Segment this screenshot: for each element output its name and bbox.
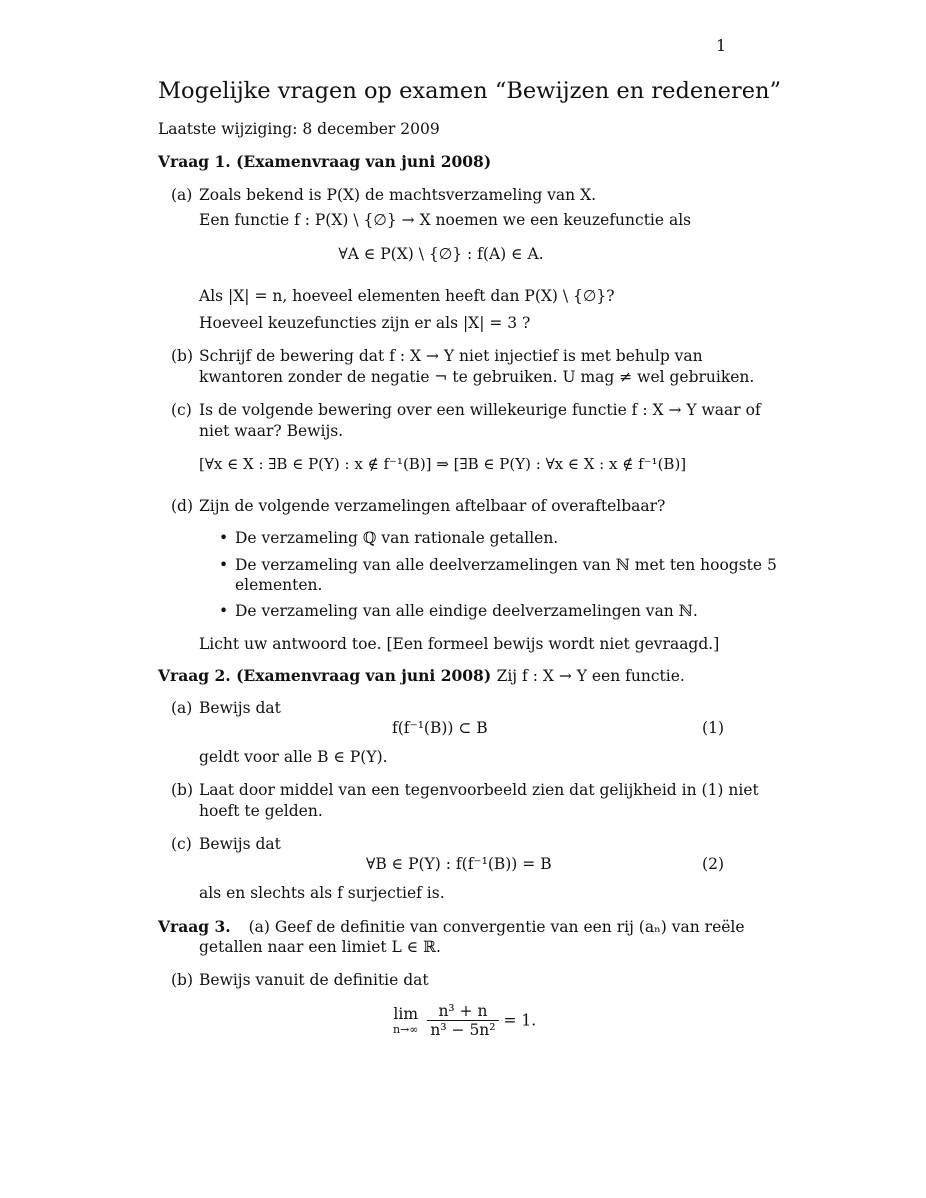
q1-a-text: Zoals bekend is P(X) de machtsverzameling van X. xyxy=(199,186,597,204)
q1-a-formula: ∀A ∈ P(X) \ {∅} : f(A) ∈ A. xyxy=(338,245,544,263)
q2-c-text: Bewijs dat xyxy=(199,835,281,853)
q3-heading: Vraag 3. xyxy=(158,917,231,936)
q1-b-line1 xyxy=(171,347,703,365)
q1-a-line2: Een functie f : P(X) \ {∅} → X noemen we een keuzefunctie als xyxy=(199,211,692,229)
q1-c-line1 xyxy=(171,401,761,419)
q2-heading-rest: Zij f : X → Y een functie. xyxy=(496,667,685,685)
limit-text: lim xyxy=(393,1005,419,1023)
q2-c-label: (c) xyxy=(171,835,192,853)
q1-d-bullet-2: De verzameling van alle deelverzamelingen van ℕ met ten hoogste 5 xyxy=(235,556,777,574)
q2-c-line1 xyxy=(171,835,281,853)
fraction-numerator: n³ + n xyxy=(427,1002,498,1021)
q2-b-label: (b) xyxy=(171,781,194,799)
q2-heading-line xyxy=(158,666,685,685)
q2-a-text: Bewijs dat xyxy=(199,699,281,717)
q1-c-line2: niet waar? Bewijs. xyxy=(199,422,344,440)
q1-a-line4: Hoeveel keuzefuncties zijn er als |X| = 3 ? xyxy=(199,314,531,332)
q3-a-text: Geef de definitie van convergentie van een rij (aₙ) van reële xyxy=(274,918,745,936)
q2-c-eqno: (2) xyxy=(702,855,724,873)
limit-operator xyxy=(393,1005,418,1036)
q1-d-bullet-2-cont: elementen. xyxy=(235,576,323,594)
page-number: 1 xyxy=(716,36,727,55)
q3-a-label: (a) xyxy=(248,918,270,936)
q1-a-line3: Als |X| = n, hoeveel elementen heeft dan P(X) \ {∅}? xyxy=(199,287,615,305)
limit-subscript: n→∞ xyxy=(393,1023,419,1036)
q1-c-formula: [∀x ∈ X : ∃B ∈ P(Y) : x ∉ f⁻¹(B)] ⇒ [∃B ∈ P(Y) : ∀x ∈ X : x ∉ f⁻¹(B)] xyxy=(199,455,687,473)
last-modified: Laatste wijziging: 8 december 2009 xyxy=(158,120,440,138)
q1-a-line1 xyxy=(171,186,596,204)
q1-c-text: Is de volgende bewering over een willekeurige functie f : X → Y waar of xyxy=(199,401,761,419)
q2-heading: Vraag 2. (Examenvraag van juni 2008) xyxy=(158,666,492,685)
q3-line1 xyxy=(158,917,745,936)
q2-a-formula: f(f⁻¹(B)) ⊂ B xyxy=(392,719,488,737)
q1-b-label: (b) xyxy=(171,347,194,365)
q1-a-label: (a) xyxy=(171,186,193,204)
limit-result: = 1. xyxy=(503,1011,537,1030)
q3-b-label: (b) xyxy=(171,971,194,989)
q2-a-line1 xyxy=(171,699,281,717)
q2-b-text: Laat door middel van een tegenvoorbeeld zien dat gelijkheid in (1) niet xyxy=(199,781,759,799)
page-title: Mogelijke vragen op examen “Bewijzen en redeneren” xyxy=(158,78,782,104)
q3-b-line1 xyxy=(171,971,429,989)
q1-heading: Vraag 1. (Examenvraag van juni 2008) xyxy=(158,152,492,171)
q1-d-label: (d) xyxy=(171,497,194,515)
q2-a-label: (a) xyxy=(171,699,193,717)
q1-d-text: Zijn de volgende verzamelingen aftelbaar of overaftelbaar? xyxy=(199,497,666,515)
q2-a-eqno: (1) xyxy=(702,719,724,737)
bullet-icon: • xyxy=(219,556,229,574)
q1-d-bullet-1: De verzameling ℚ van rationale getallen. xyxy=(235,529,559,547)
q1-b-line2: kwantoren zonder de negatie ¬ te gebruiken. U mag ≠ wel gebruiken. xyxy=(199,368,755,386)
q2-c-formula: ∀B ∈ P(Y) : f(f⁻¹(B)) = B xyxy=(366,855,552,873)
q3-a-line2: getallen naar een limiet L ∈ ℝ. xyxy=(199,938,441,956)
bullet-icon: • xyxy=(219,602,229,620)
q1-b-text: Schrijf de bewering dat f : X → Y niet injectief is met behulp van xyxy=(199,347,703,365)
q1-d-line1 xyxy=(171,497,665,515)
q3-b-text: Bewijs vanuit de definitie dat xyxy=(199,971,429,989)
q3-limit-formula xyxy=(393,1002,536,1039)
q2-a-line2: geldt voor alle B ∈ P(Y). xyxy=(199,748,388,766)
bullet-icon: • xyxy=(219,529,229,547)
q1-c-label: (c) xyxy=(171,401,192,419)
fraction xyxy=(427,1002,498,1039)
q2-b-line1 xyxy=(171,781,759,799)
q1-d-line2: Licht uw antwoord toe. [Een formeel bewijs wordt niet gevraagd.] xyxy=(199,635,720,653)
q1-d-bullet-3: De verzameling van alle eindige deelverzamelingen van ℕ. xyxy=(235,602,698,620)
fraction-denominator: n³ − 5n² xyxy=(430,1021,496,1039)
q2-c-line2: als en slechts als f surjectief is. xyxy=(199,884,445,902)
q2-b-line2: hoeft te gelden. xyxy=(199,802,323,820)
